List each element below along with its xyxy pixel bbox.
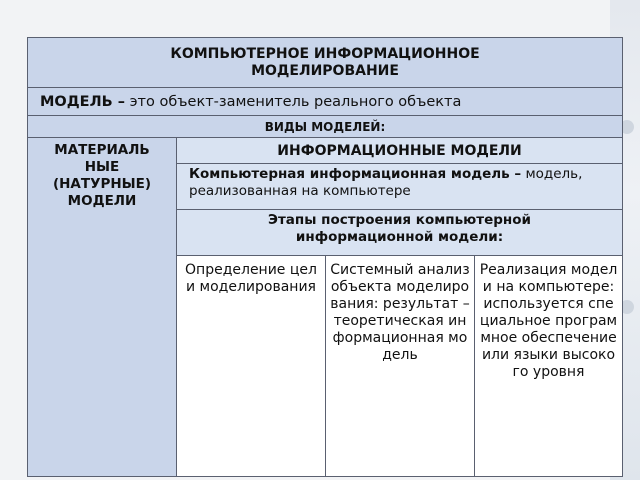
table-title-line1: КОМПЬЮТЕРНОЕ ИНФОРМАЦИОННОЕ	[170, 45, 480, 62]
model-term: МОДЕЛЬ –	[40, 93, 125, 110]
material-line3: (НАТУРНЫЕ)	[52, 176, 152, 192]
models-table	[27, 37, 623, 477]
table-title-line2: МОДЕЛИРОВАНИЕ	[251, 62, 399, 79]
stages-heading	[177, 210, 623, 256]
material-line4: МОДЕЛИ	[67, 193, 137, 209]
stages-line2: информационной модели:	[295, 229, 504, 245]
step-implementation: Реализация модели на компьютере: используется специальное программное обеспечение или языки высокого уровня	[475, 256, 623, 477]
info-models-heading: ИНФОРМАЦИОННЫЕ МОДЕЛИ	[177, 138, 623, 164]
material-models-cell	[28, 138, 177, 477]
types-heading: ВИДЫ МОДЕЛЕЙ:	[28, 116, 623, 138]
material-line2: НЫЕ	[84, 159, 120, 175]
step-goal: Определение цели моделирования	[177, 256, 326, 477]
computer-model-text: модель, реализованная на компьютере	[189, 166, 583, 199]
computer-model-term: Компьютерная информационная модель –	[189, 166, 522, 182]
model-definition-text: это объект-заменитель реального объекта	[124, 93, 462, 110]
computer-model-definition	[177, 164, 623, 210]
material-line1: МАТЕРИАЛЬ	[54, 142, 150, 158]
table-title	[28, 38, 623, 88]
stages-line1: Этапы построения компьютерной	[268, 212, 531, 228]
model-definition	[28, 88, 623, 116]
step-system-analysis: Системный анализ объекта моделирования: результат – теоретическая информационная модель	[326, 256, 475, 477]
